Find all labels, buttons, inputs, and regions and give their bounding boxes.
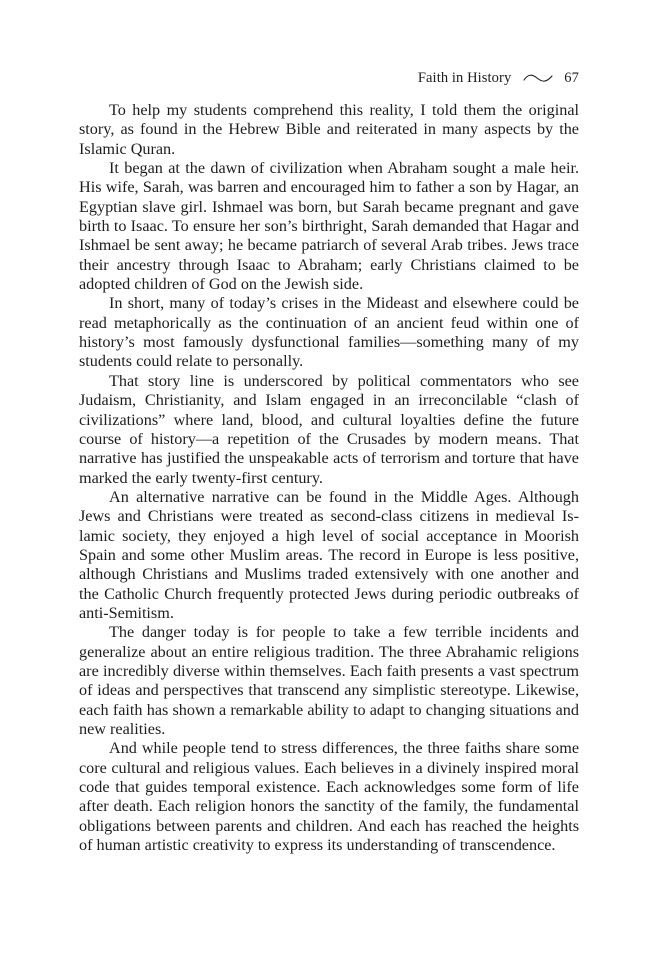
paragraph: That story line is underscored by political commentators who see Judaism, Christianity, and Islam engaged in an irreconcilable “clash of civilizations” where land, blood, and cultural loyalties define the future course of history—a repetition of the Crusades by modern means. That narrative has justified the unspeakable acts of terrorism and torture that have marked the early twenty-first century.	[79, 371, 579, 487]
tilde-swash-icon	[523, 73, 553, 85]
paragraph: And while people tend to stress differences, the three faiths share some core cultural and religious values. Each believes in a divinely inspired moral code that guides temporal existence. Each acknowledges some form of life after death. Each religion honors the sanctity of the family, the fundamental obligations between parents and children. And each has reached the heights of human artistic creativity to express its understanding of transcendence.	[79, 739, 579, 855]
body-text	[79, 101, 579, 855]
paragraph: To help my students comprehend this reality, I told them the original story, as found in the Hebrew Bible and reiterated in many aspects by the Islamic Quran.	[79, 101, 579, 158]
paragraph: The danger today is for people to take a few terrible incidents and generalize about an entire religious tradition. The three Abrahamic religions are incredibly diverse within themselves. Each faith presents a vast spectrum of ideas and perspectives that transcend any simplistic stereotype. Likewise, each faith has shown a remarkable ability to adapt to changing situations and new realities.	[79, 623, 579, 738]
paragraph: In short, many of today’s crises in the Mideast and elsewhere could be read metaphorically as the continuation of an ancient feud within one of history’s most famously dysfunctional families—something many of my students could relate to personally.	[79, 294, 579, 371]
paragraph: An alternative narrative can be found in the Middle Ages. Although Jews and Christians were treated as second-class citizens in medieval Islamic society, they enjoyed a high level of social acceptance in Moorish Spain and some other Muslim areas. The record in Europe is less positive, although Christians and Muslims traded extensively with one another and the Catholic Church frequently protected Jews during periodic outbreaks of anti-Semitism.	[79, 487, 579, 622]
running-head-title: Faith in History	[417, 70, 512, 86]
page-number: 67	[564, 70, 579, 86]
running-head	[418, 70, 579, 87]
paragraph: It began at the dawn of civilization when Abraham sought a male heir. His wife, Sarah, was barren and encouraged him to father a son by Hagar, an Egyptian slave girl. Ishmael was born, but Sarah became pregnant and gave birth to Isaac. To ensure her son’s birthright, Sarah demanded that Hagar and Ishmael be sent away; he became patriarch of several Arab tribes. Jews trace their ancestry through Isaac to Abraham; early Christians claimed to be adopted children of God on the Jewish side.	[79, 159, 579, 294]
